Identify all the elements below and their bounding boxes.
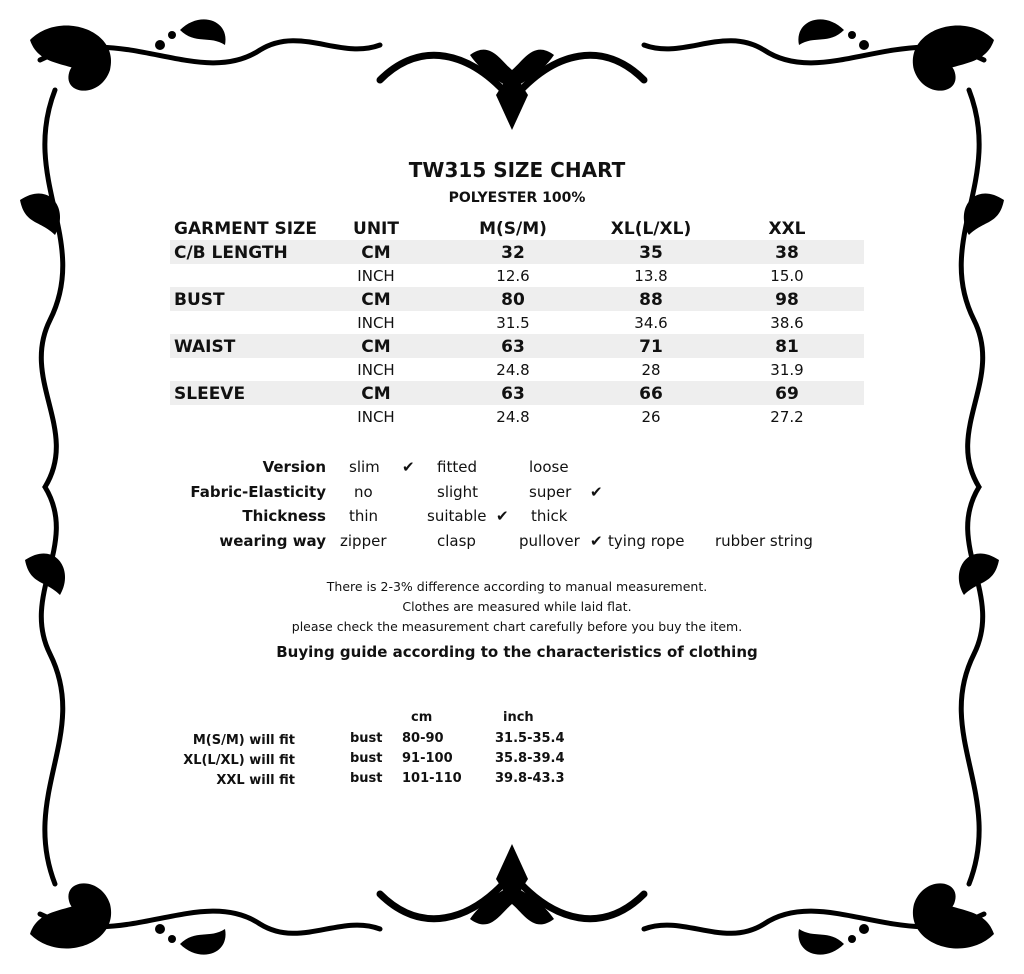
guide-inch-range: 39.8-43.3: [495, 771, 565, 786]
unit-cell: INCH: [357, 361, 395, 379]
unit-cell: CM: [361, 384, 391, 404]
value-cell: 63: [501, 384, 525, 404]
option-pullover: pullover: [519, 532, 580, 550]
guide-fit-label: XL(L/XL) will fit: [183, 753, 295, 768]
value-cell: 31.5: [496, 314, 530, 332]
option-thin: thin: [349, 507, 379, 525]
value-cell: 27.2: [770, 408, 804, 426]
guide-part: bust: [350, 751, 383, 766]
value-cell: 38: [775, 243, 799, 263]
check-icon: ✔: [496, 507, 509, 525]
value-cell: 98: [775, 290, 799, 310]
note-line: please check the measurement chart carefully before you buy the item.: [291, 619, 743, 634]
option-super: super: [529, 483, 572, 501]
col-header-m: M(S/M): [479, 219, 547, 239]
col-header-garment-size: GARMENT SIZE: [174, 219, 317, 239]
attr-label-thickness: Thickness: [242, 507, 326, 525]
option-tying-rope: tying rope: [608, 532, 685, 550]
row-label-cb-length: C/B LENGTH: [174, 243, 288, 263]
note-line: There is 2-3% difference according to manual measurement.: [326, 579, 708, 594]
value-cell: 66: [639, 384, 663, 404]
guide-part: bust: [350, 771, 383, 786]
unit-cell: CM: [361, 337, 391, 357]
guide-inch-range: 31.5-35.4: [495, 731, 565, 746]
check-icon: ✔: [590, 532, 603, 550]
option-zipper: zipper: [340, 532, 387, 550]
buying-guide-title: Buying guide according to the characteristics of clothing: [276, 643, 758, 661]
guide-col-cm: cm: [411, 710, 433, 725]
guide-inch-range: 35.8-39.4: [495, 751, 565, 766]
attr-label-elasticity: Fabric-Elasticity: [190, 483, 326, 501]
option-slim: slim: [349, 458, 380, 476]
check-icon: ✔: [590, 483, 603, 501]
row-label-waist: WAIST: [174, 337, 236, 357]
value-cell: 71: [639, 337, 663, 357]
note-line: Clothes are measured while laid flat.: [402, 599, 632, 614]
guide-part: bust: [350, 731, 383, 746]
guide-fit-label: XXL will fit: [216, 773, 295, 788]
check-icon: ✔: [402, 458, 415, 476]
col-header-unit: UNIT: [353, 219, 399, 239]
unit-cell: CM: [361, 290, 391, 310]
guide-col-inch: inch: [503, 710, 534, 725]
col-header-xxl: XXL: [768, 219, 806, 239]
value-cell: 26: [641, 408, 661, 426]
guide-cm-range: 101-110: [402, 771, 462, 786]
option-fitted: fitted: [437, 458, 477, 476]
guide-fit-label: M(S/M) will fit: [192, 733, 295, 748]
value-cell: 24.8: [496, 361, 530, 379]
col-header-xl: XL(L/XL): [610, 219, 692, 239]
option-no: no: [354, 483, 373, 501]
material-label: POLYESTER 100%: [448, 190, 586, 206]
option-rubber-string: rubber string: [715, 532, 813, 550]
value-cell: 69: [775, 384, 799, 404]
unit-cell: INCH: [357, 314, 395, 332]
attr-label-wearing-way: wearing way: [219, 532, 326, 550]
option-suitable: suitable: [427, 507, 487, 525]
unit-cell: CM: [361, 243, 391, 263]
unit-cell: INCH: [357, 408, 395, 426]
value-cell: 88: [639, 290, 663, 310]
attr-label-version: Version: [262, 458, 326, 476]
option-loose: loose: [529, 458, 569, 476]
value-cell: 28: [641, 361, 661, 379]
row-label-bust: BUST: [174, 290, 225, 310]
value-cell: 12.6: [496, 267, 530, 285]
value-cell: 15.0: [770, 267, 804, 285]
value-cell: 32: [501, 243, 525, 263]
value-cell: 31.9: [770, 361, 804, 379]
value-cell: 35: [639, 243, 663, 263]
value-cell: 13.8: [634, 267, 668, 285]
value-cell: 38.6: [770, 314, 804, 332]
guide-cm-range: 91-100: [402, 751, 453, 766]
value-cell: 34.6: [634, 314, 668, 332]
value-cell: 80: [501, 290, 525, 310]
value-cell: 24.8: [496, 408, 530, 426]
unit-cell: INCH: [357, 267, 395, 285]
row-label-sleeve: SLEEVE: [174, 384, 246, 404]
value-cell: 63: [501, 337, 525, 357]
guide-cm-range: 80-90: [402, 731, 444, 746]
option-clasp: clasp: [437, 532, 476, 550]
option-slight: slight: [437, 483, 479, 501]
value-cell: 81: [775, 337, 799, 357]
option-thick: thick: [531, 507, 568, 525]
chart-title: TW315 SIZE CHART: [408, 158, 626, 182]
